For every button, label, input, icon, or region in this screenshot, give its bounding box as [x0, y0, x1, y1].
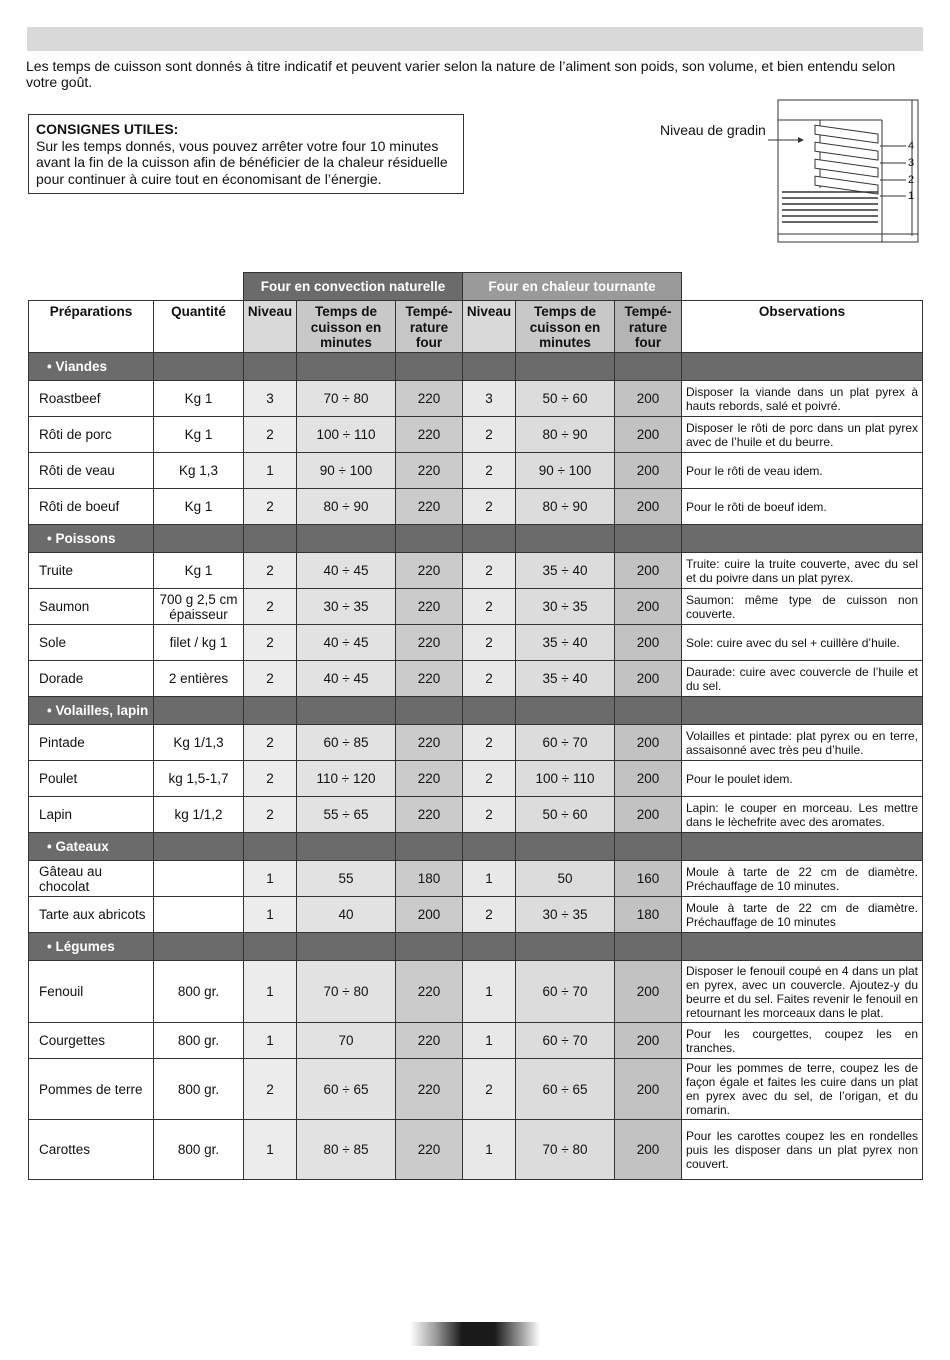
cell-t2: 80 ÷ 90	[516, 417, 615, 453]
cell-prep: Fenouil	[29, 961, 154, 1023]
cell-obs: Daurade: cuire avec couvercle de l’huile et du sel.	[682, 661, 923, 697]
category-row-cell	[297, 697, 396, 725]
cell-n1: 2	[244, 725, 297, 761]
cell-prep: Rôti de porc	[29, 417, 154, 453]
header-temperature-1: Tempé- rature four	[396, 301, 463, 353]
cell-t1: 70	[297, 1023, 396, 1059]
category-row-cell	[516, 353, 615, 381]
cell-t2: 60 ÷ 70	[516, 725, 615, 761]
cell-t1: 80 ÷ 85	[297, 1120, 396, 1180]
cell-n1: 2	[244, 589, 297, 625]
cell-n2: 3	[463, 381, 516, 417]
category-row-cell	[516, 933, 615, 961]
table-row	[29, 1023, 923, 1059]
cell-n1: 2	[244, 761, 297, 797]
table-row	[29, 489, 923, 525]
cell-p2: 200	[615, 761, 682, 797]
shelf-level-3: 3	[908, 157, 915, 169]
category-row-cell	[682, 525, 923, 553]
cell-n1: 1	[244, 453, 297, 489]
cell-prep: Roastbeef	[29, 381, 154, 417]
cell-qty: 800 gr.	[154, 961, 244, 1023]
cell-qty	[154, 861, 244, 897]
cell-p1: 220	[396, 797, 463, 833]
cell-n2: 2	[463, 725, 516, 761]
cell-t1: 80 ÷ 90	[297, 489, 396, 525]
category-row-cell	[463, 833, 516, 861]
category-row-cell	[682, 833, 923, 861]
cooking-times-table	[28, 272, 923, 1180]
category-row	[29, 353, 923, 381]
cell-qty: kg 1/1,2	[154, 797, 244, 833]
cell-prep: Rôti de veau	[29, 453, 154, 489]
header-bar	[27, 27, 923, 51]
cell-n1: 2	[244, 553, 297, 589]
cell-n1: 2	[244, 1059, 297, 1120]
cell-p2: 200	[615, 1059, 682, 1120]
cell-obs: Lapin: le couper en morceau. Les mettre dans le lèchefrite avec des aromates.	[682, 797, 923, 833]
cell-p1: 220	[396, 625, 463, 661]
table-row	[29, 961, 923, 1023]
header-temps-2: Temps de cuisson en minutes	[516, 301, 615, 353]
category-row-cell	[615, 525, 682, 553]
cell-n1: 1	[244, 897, 297, 933]
cell-qty: 800 gr.	[154, 1023, 244, 1059]
group-chaleur-tournante: Four en chaleur tournante	[463, 273, 682, 301]
category-row-cell	[244, 933, 297, 961]
cell-obs: Sole: cuire avec du sel + cuillère d’huile.	[682, 625, 923, 661]
table-row	[29, 661, 923, 697]
cell-p2: 200	[615, 797, 682, 833]
cell-n1: 2	[244, 489, 297, 525]
cell-p1: 220	[396, 1059, 463, 1120]
table-row	[29, 553, 923, 589]
cell-t1: 55 ÷ 65	[297, 797, 396, 833]
cell-prep: Saumon	[29, 589, 154, 625]
table-row	[29, 1120, 923, 1180]
cell-t2: 30 ÷ 35	[516, 589, 615, 625]
cell-t2: 50	[516, 861, 615, 897]
cell-qty: Kg 1	[154, 381, 244, 417]
table-row	[29, 381, 923, 417]
cell-n1: 1	[244, 1023, 297, 1059]
table-row	[29, 625, 923, 661]
cell-n1: 3	[244, 381, 297, 417]
cell-obs: Moule à tarte de 22 cm de diamètre. Préchauffage de 10 minutes.	[682, 861, 923, 897]
table-body	[29, 353, 923, 1180]
cell-t1: 60 ÷ 65	[297, 1059, 396, 1120]
cell-t1: 40 ÷ 45	[297, 661, 396, 697]
cell-p2: 200	[615, 553, 682, 589]
cell-t2: 30 ÷ 35	[516, 897, 615, 933]
cell-qty: filet / kg 1	[154, 625, 244, 661]
category-row-cell	[154, 353, 244, 381]
cell-p1: 220	[396, 589, 463, 625]
table-row	[29, 453, 923, 489]
category-row-cell	[615, 697, 682, 725]
cell-prep: Courgettes	[29, 1023, 154, 1059]
cell-p1: 220	[396, 553, 463, 589]
cell-p1: 220	[396, 489, 463, 525]
cell-n2: 2	[463, 661, 516, 697]
cell-t2: 70 ÷ 80	[516, 1120, 615, 1180]
table-row	[29, 797, 923, 833]
cell-p1: 220	[396, 381, 463, 417]
category-row-cell	[463, 353, 516, 381]
category-row	[29, 525, 923, 553]
category-row	[29, 697, 923, 725]
group-convection-naturelle: Four en convection naturelle	[244, 273, 463, 301]
header-preparations: Préparations	[29, 301, 154, 353]
cell-t1: 100 ÷ 110	[297, 417, 396, 453]
header-temperature-2: Tempé- rature four	[615, 301, 682, 353]
cell-prep: Sole	[29, 625, 154, 661]
cell-qty: Kg 1/1,3	[154, 725, 244, 761]
cell-p1: 220	[396, 417, 463, 453]
header-observations: Observations	[682, 301, 923, 353]
advice-title: CONSIGNES UTILES:	[36, 121, 179, 137]
cell-qty	[154, 897, 244, 933]
cell-p2: 200	[615, 489, 682, 525]
cell-n2: 1	[463, 861, 516, 897]
table-row	[29, 761, 923, 797]
cell-t2: 100 ÷ 110	[516, 761, 615, 797]
cell-p2: 200	[615, 381, 682, 417]
category-row	[29, 833, 923, 861]
cell-prep: Truite	[29, 553, 154, 589]
cell-p1: 220	[396, 453, 463, 489]
cell-p2: 200	[615, 589, 682, 625]
cell-n2: 2	[463, 489, 516, 525]
cell-prep: Pommes de terre	[29, 1059, 154, 1120]
shelf-level-label: Niveau de gradin	[660, 122, 766, 138]
category-row-cell	[396, 353, 463, 381]
cell-obs: Truite: cuire la truite couverte, avec du sel et du poivre dans un plat pyrex.	[682, 553, 923, 589]
cell-p1: 200	[396, 897, 463, 933]
cell-t2: 80 ÷ 90	[516, 489, 615, 525]
cell-t1: 55	[297, 861, 396, 897]
category-row-cell	[615, 353, 682, 381]
cell-t2: 60 ÷ 65	[516, 1059, 615, 1120]
shelf-level-1: 1	[908, 190, 915, 202]
category-row-cell	[297, 933, 396, 961]
cell-n2: 2	[463, 761, 516, 797]
cell-t2: 50 ÷ 60	[516, 381, 615, 417]
cell-p2: 200	[615, 661, 682, 697]
cell-n2: 2	[463, 897, 516, 933]
category-row-cell	[516, 697, 615, 725]
cell-n2: 1	[463, 1120, 516, 1180]
cell-obs: Moule à tarte de 22 cm de diamètre. Préchauffage de 10 minutes	[682, 897, 923, 933]
cell-t1: 70 ÷ 80	[297, 961, 396, 1023]
cell-t1: 110 ÷ 120	[297, 761, 396, 797]
table-row	[29, 897, 923, 933]
cell-t1: 40 ÷ 45	[297, 625, 396, 661]
header-niveau-1: Niveau	[244, 301, 297, 353]
cell-n1: 1	[244, 1120, 297, 1180]
cell-qty: Kg 1,3	[154, 453, 244, 489]
cell-p2: 200	[615, 453, 682, 489]
cell-obs: Volailles et pintade: plat pyrex ou en terre, assaisonné avec très peu d’huile.	[682, 725, 923, 761]
cell-n2: 2	[463, 797, 516, 833]
cell-qty: 800 gr.	[154, 1059, 244, 1120]
cell-t1: 40	[297, 897, 396, 933]
cell-qty: Kg 1	[154, 553, 244, 589]
cell-t2: 35 ÷ 40	[516, 553, 615, 589]
cell-p2: 200	[615, 417, 682, 453]
cell-n2: 2	[463, 1059, 516, 1120]
cell-t2: 35 ÷ 40	[516, 661, 615, 697]
cell-prep: Gâteau au chocolat	[29, 861, 154, 897]
cell-t1: 40 ÷ 45	[297, 553, 396, 589]
category-row-cell	[396, 525, 463, 553]
cell-qty: 700 g 2,5 cm épaisseur	[154, 589, 244, 625]
category-row-cell	[297, 525, 396, 553]
cell-n1: 1	[244, 861, 297, 897]
cell-p2: 200	[615, 1023, 682, 1059]
cell-obs: Pour les pommes de terre, coupez les de façon égale et faites les cuire dans un plat en pyrex avec du sel, de l’origan, et du romarin.	[682, 1059, 923, 1120]
advice-box	[28, 114, 464, 194]
category-row-cell	[463, 697, 516, 725]
cell-t1: 70 ÷ 80	[297, 381, 396, 417]
cell-p2: 180	[615, 897, 682, 933]
category-name: • Viandes	[29, 353, 154, 381]
cell-obs: Disposer le rôti de porc dans un plat pyrex avec de l’huile et du beurre.	[682, 417, 923, 453]
shelf-level-2: 2	[908, 174, 915, 186]
category-row-cell	[244, 353, 297, 381]
cell-prep: Carottes	[29, 1120, 154, 1180]
cell-n2: 2	[463, 625, 516, 661]
cell-obs: Pour les courgettes, coupez les en tranches.	[682, 1023, 923, 1059]
cell-qty: kg 1,5-1,7	[154, 761, 244, 797]
category-row-cell	[682, 933, 923, 961]
cell-obs: Disposer le fenouil coupé en 4 dans un plat en pyrex, avec un couvercle. Ajoutez-y du beurre et du sel. Faites revenir le fenouil en retournant les morceaux dans le plat.	[682, 961, 923, 1023]
cell-t1: 30 ÷ 35	[297, 589, 396, 625]
cell-obs: Pour le poulet idem.	[682, 761, 923, 797]
category-row-cell	[244, 697, 297, 725]
cell-p1: 180	[396, 861, 463, 897]
oven-shelves-illustration	[650, 96, 930, 246]
header-temps-1: Temps de cuisson en minutes	[297, 301, 396, 353]
category-name: • Poissons	[29, 525, 154, 553]
cell-p2: 200	[615, 961, 682, 1023]
category-row-cell	[615, 933, 682, 961]
category-name: • Gateaux	[29, 833, 154, 861]
category-row-cell	[154, 525, 244, 553]
cell-p1: 220	[396, 961, 463, 1023]
cell-n1: 2	[244, 661, 297, 697]
category-row-cell	[154, 933, 244, 961]
cell-p2: 200	[615, 1120, 682, 1180]
cell-prep: Tarte aux abricots	[29, 897, 154, 933]
category-row-cell	[682, 353, 923, 381]
cell-obs: Disposer la viande dans un plat pyrex à hauts rebords, salé et poivré.	[682, 381, 923, 417]
category-row	[29, 933, 923, 961]
category-row-cell	[396, 833, 463, 861]
cell-n2: 2	[463, 417, 516, 453]
cell-n2: 1	[463, 1023, 516, 1059]
header-quantite: Quantité	[154, 301, 244, 353]
cell-t2: 50 ÷ 60	[516, 797, 615, 833]
cell-qty: Kg 1	[154, 417, 244, 453]
category-row-cell	[396, 933, 463, 961]
cooking-table-wrapper	[28, 272, 922, 1180]
cell-p2: 160	[615, 861, 682, 897]
cell-n1: 2	[244, 797, 297, 833]
cell-n2: 1	[463, 961, 516, 1023]
cell-t2: 90 ÷ 100	[516, 453, 615, 489]
category-row-cell	[463, 525, 516, 553]
header-niveau-2: Niveau	[463, 301, 516, 353]
page-footer-bar	[410, 1322, 540, 1346]
category-name: • Légumes	[29, 933, 154, 961]
table-row	[29, 417, 923, 453]
category-row-cell	[682, 697, 923, 725]
cell-p1: 220	[396, 661, 463, 697]
category-row-cell	[615, 833, 682, 861]
cell-n1: 1	[244, 961, 297, 1023]
oven-level-diagram	[650, 96, 930, 246]
cell-p1: 220	[396, 725, 463, 761]
cell-p2: 200	[615, 625, 682, 661]
cell-p2: 200	[615, 725, 682, 761]
advice-text: Sur les temps donnés, vous pouvez arrêter votre four 10 minutes avant la fin de la cuisson afin de bénéficier de la chaleur résiduelle pour continuer à cuire tout en économisant de l’énergie.	[36, 137, 448, 187]
category-row-cell	[297, 833, 396, 861]
category-row-cell	[244, 525, 297, 553]
cell-obs: Saumon: même type de cuisson non couverte.	[682, 589, 923, 625]
cell-prep: Rôti de boeuf	[29, 489, 154, 525]
table-row	[29, 861, 923, 897]
cell-t2: 60 ÷ 70	[516, 961, 615, 1023]
category-row-cell	[154, 833, 244, 861]
cell-n1: 2	[244, 625, 297, 661]
cell-p1: 220	[396, 1120, 463, 1180]
intro-text: Les temps de cuisson sont donnés à titre indicatif et peuvent varier selon la nature de l’aliment son poids, son volume, et bien entendu selon votre goût.	[26, 58, 896, 90]
category-row-cell	[516, 525, 615, 553]
cell-t1: 60 ÷ 85	[297, 725, 396, 761]
category-name: • Volailles, lapin	[29, 697, 154, 725]
cell-t2: 35 ÷ 40	[516, 625, 615, 661]
category-row-cell	[516, 833, 615, 861]
category-row-cell	[463, 933, 516, 961]
cell-p1: 220	[396, 761, 463, 797]
cell-prep: Dorade	[29, 661, 154, 697]
cell-qty: Kg 1	[154, 489, 244, 525]
cell-obs: Pour le rôti de boeuf idem.	[682, 489, 923, 525]
cell-n1: 2	[244, 417, 297, 453]
cell-prep: Lapin	[29, 797, 154, 833]
cell-n2: 2	[463, 453, 516, 489]
cell-t1: 90 ÷ 100	[297, 453, 396, 489]
cell-qty: 800 gr.	[154, 1120, 244, 1180]
cell-obs: Pour le rôti de veau idem.	[682, 453, 923, 489]
cell-qty: 2 entières	[154, 661, 244, 697]
cell-prep: Pintade	[29, 725, 154, 761]
cell-p1: 220	[396, 1023, 463, 1059]
table-row	[29, 725, 923, 761]
table-row	[29, 1059, 923, 1120]
cell-n2: 2	[463, 589, 516, 625]
category-row-cell	[154, 697, 244, 725]
category-row-cell	[297, 353, 396, 381]
cell-n2: 2	[463, 553, 516, 589]
table-row	[29, 589, 923, 625]
category-row-cell	[244, 833, 297, 861]
category-row-cell	[396, 697, 463, 725]
cell-prep: Poulet	[29, 761, 154, 797]
cell-obs: Pour les carottes coupez les en rondelles puis les disposer dans un plat pyrex non couvert.	[682, 1120, 923, 1180]
shelf-level-4: 4	[908, 140, 915, 152]
cell-t2: 60 ÷ 70	[516, 1023, 615, 1059]
